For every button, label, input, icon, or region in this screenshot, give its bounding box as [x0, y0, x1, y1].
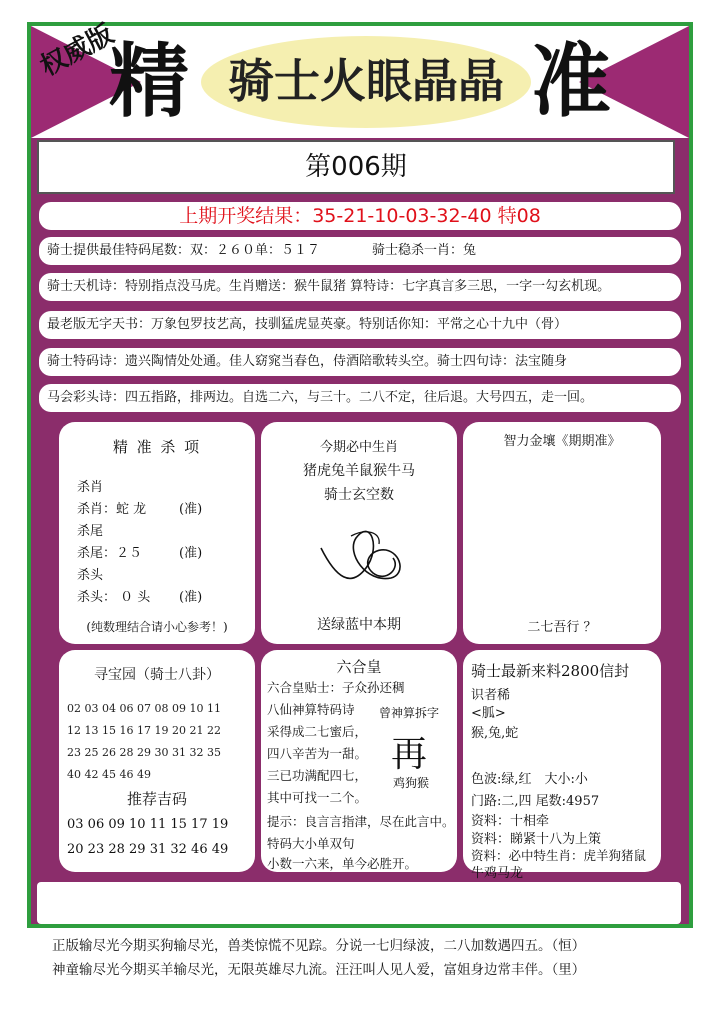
heaven-poem-row: 骑士天机诗：特别指点没马虎。生肖赠送：猴牛鼠猪 算特诗：七字真言多三思，一字一勾玄机现。 [39, 273, 681, 301]
liuhe-line: 四八辛苦为一甜。 [267, 746, 368, 761]
grid-row: 23 25 26 28 29 30 31 32 35 [67, 746, 221, 759]
latest-line: 猴,兔,蛇 [471, 726, 519, 741]
liuhe-box [261, 650, 457, 872]
latest-line: <胍> [471, 706, 506, 721]
latest-title: 骑士最新来料2800信封 [471, 662, 630, 680]
kill-items-box [59, 422, 255, 644]
grid-row: 12 13 15 16 17 19 20 21 22 [67, 724, 221, 737]
liuhe-line: 其中可找一二个。 [267, 790, 368, 805]
zodiac-box [261, 422, 457, 644]
kill-zodiac-label: 杀肖 [77, 480, 104, 495]
grid-row: 40 42 45 46 49 [67, 768, 151, 781]
horse-club-poem-row: 马会彩头诗：四五指路，排两边。自选二六，与三十。二八不定，往后退。大号四五，走一回。 [39, 384, 681, 412]
kill-box-title: 精 准 杀 项 [112, 438, 202, 456]
bottom-poem-1: 正版输尽光今期买狗输尽光，兽类惊慌不见踪。分说一七归绿波，二八加数遇四五。（恒） [52, 938, 586, 954]
right-big-character: 准 [531, 34, 611, 128]
zodiac-line-2: 猪虎兔羊鼠猴牛马 [303, 463, 415, 479]
recommend-row: 20 23 28 29 31 32 46 49 [67, 842, 229, 857]
kill-zodiac-value: 杀肖：蛇 龙 [77, 502, 147, 517]
wordless-book-row: 最老版无字天书：万象包罗技艺高，技驯猛虎显英豪。特别话你知：平常之心十九中（骨） [39, 311, 681, 339]
latest-line: 资料：必中特生肖：虎羊狗猪鼠 [471, 848, 647, 863]
latest-line: 识者稀 [471, 688, 511, 703]
latest-line: 色波:绿,红 大小:小 [471, 772, 588, 787]
latest-line: 牛鸡马龙 [471, 866, 524, 881]
header-banner [31, 19, 689, 138]
tail-number-row: 骑士提供最佳特码尾数：双：２６０单：５１７ 骑士稳杀一肖：兔 [39, 237, 681, 265]
liuhe-line: 六合皇贴士：子众孙还稠 [267, 680, 405, 695]
liuhe-title: 六合皇 [336, 658, 382, 676]
recommend-row: 03 06 09 10 11 15 17 19 [67, 817, 229, 832]
kill-head-value: 杀头： ０ 头 [77, 590, 151, 605]
treasure-title: 寻宝园（骑士八卦） [94, 667, 220, 683]
kill-head-mark: (准) [179, 590, 203, 605]
signature-scribble [311, 508, 411, 598]
liuhe-line: 八仙神算特码诗 [267, 702, 355, 717]
split-char-big: 再 [391, 734, 428, 775]
page-frame [27, 19, 693, 928]
treasure-box [59, 650, 255, 872]
zodiac-line-1: 今期必中生肖 [319, 440, 398, 455]
kill-box-note: (纯数理结合请小心参考！) [86, 620, 228, 634]
authority-badge: 权威版 [35, 19, 119, 83]
wisdom-bottom: 二七吾行 ？ [527, 620, 597, 635]
special-poem-row: 骑士特码诗：遗兴陶情处处通。佳人窈窕当春色，侍酒陪歌转头空。骑士四句诗：法宝随身 [39, 348, 681, 376]
issue-number: 第006期 [37, 140, 675, 194]
latest-line: 资料：十相牵 [471, 814, 550, 829]
recommend-number-grid [67, 812, 228, 862]
split-char-answer: 鸡狗猴 [393, 776, 430, 790]
page-title: 骑士火眼晶晶 [228, 54, 504, 108]
kill-head-label: 杀头 [77, 568, 104, 583]
liuhe-tip: 小数一六来，单今必胜开。 [267, 856, 418, 871]
bottom-poem-2: 神童输尽光今期买羊输尽光，无限英雄尽九流。汪汪叫人见人爱，富姐身边常丰伴。（里） [52, 962, 586, 978]
liuhe-line: 三已功满配四七， [267, 768, 368, 783]
zodiac-line-3: 骑士玄空数 [324, 487, 394, 503]
liuhe-tip: 特码大小单双句 [267, 836, 355, 851]
blank-footer-strip [37, 882, 681, 924]
kill-tail-mark: (准) [179, 546, 203, 561]
wisdom-box [463, 422, 661, 644]
last-result-row: 上期开奖结果：35-21-10-03-32-40 特08 [39, 202, 681, 230]
split-char-label: 曾神算拆字 [379, 706, 440, 720]
liuhe-line: 采得成二七蜜后， [267, 724, 368, 739]
kill-tail-value: 杀尾：２５ [77, 546, 143, 561]
latest-line: 门路:二,四 尾数:4957 [471, 794, 600, 809]
kill-tail-label: 杀尾 [77, 524, 104, 539]
left-big-character: 精 [109, 34, 189, 128]
grid-row: 02 03 04 06 07 08 09 10 11 [67, 702, 221, 715]
recommend-title: 推荐吉码 [126, 790, 187, 808]
wisdom-title: 智力金壤《期期准》 [503, 434, 621, 449]
liuhe-tip: 提示：良言言指津，尽在此言中。 [267, 814, 455, 829]
latest-line: 资料：睇紧十八为上策 [471, 832, 602, 847]
zodiac-bottom: 送绿蓝中本期 [317, 617, 401, 633]
kill-zodiac-mark: (准) [179, 502, 203, 517]
treasure-number-grid [67, 698, 221, 786]
latest-material-box [463, 650, 661, 881]
